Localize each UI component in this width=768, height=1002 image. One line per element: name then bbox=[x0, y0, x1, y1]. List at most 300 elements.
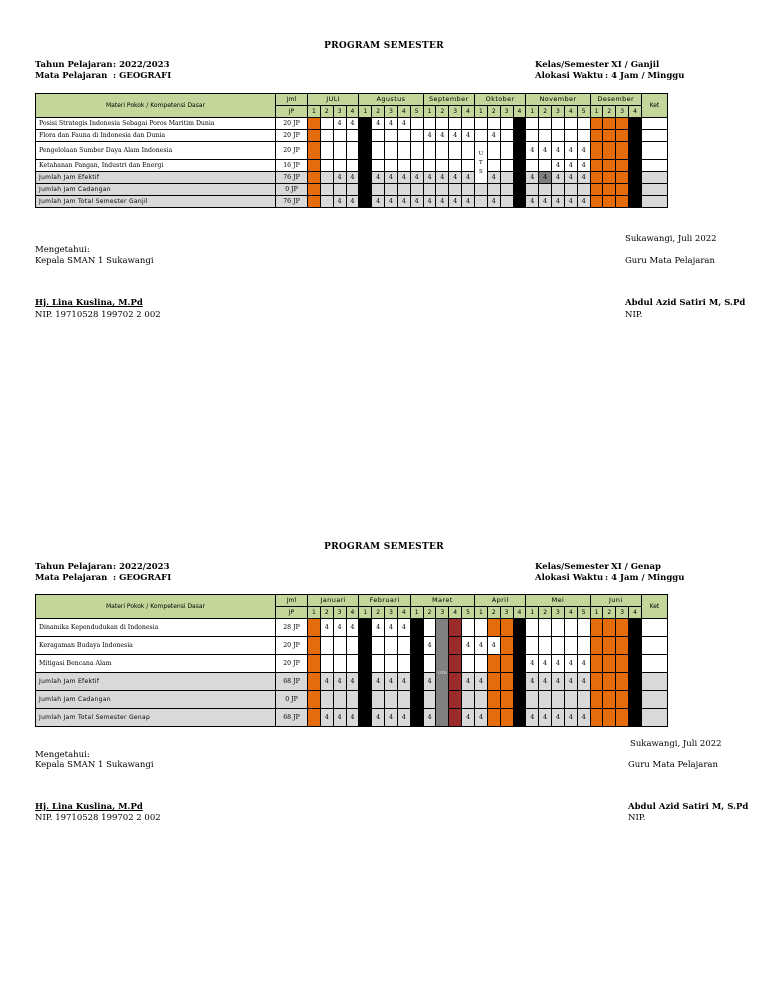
header-materi: Materi Pokok / Kompetensi Dasar bbox=[36, 595, 276, 619]
week-cell bbox=[603, 118, 616, 130]
week-cell: 4 bbox=[320, 709, 333, 727]
week-cell bbox=[629, 709, 642, 727]
week-cell: 4 bbox=[539, 655, 552, 673]
week-cell bbox=[539, 130, 552, 142]
week-cell bbox=[603, 130, 616, 142]
week-cell bbox=[372, 184, 385, 196]
week-cell: 4 bbox=[526, 655, 539, 673]
week-cell: 4 bbox=[564, 709, 577, 727]
week-cell bbox=[603, 184, 616, 196]
week-cell: 4 bbox=[577, 655, 590, 673]
week-cell bbox=[500, 709, 513, 727]
header-week: 1 bbox=[590, 106, 603, 118]
week-cell bbox=[372, 655, 385, 673]
header-week: 1 bbox=[308, 106, 321, 118]
week-cell bbox=[629, 619, 642, 637]
week-cell bbox=[616, 709, 629, 727]
week-cell bbox=[410, 142, 423, 160]
semester-1-title: PROGRAM SEMESTER bbox=[324, 41, 444, 51]
week-cell: 4 bbox=[333, 118, 346, 130]
week-cell bbox=[577, 637, 590, 655]
week-cell: 4 bbox=[423, 196, 436, 208]
table-row bbox=[36, 160, 668, 172]
week-cell: 4 bbox=[487, 130, 500, 142]
header-month: JULI bbox=[308, 94, 359, 106]
jp-cell: 0 JP bbox=[276, 691, 308, 709]
guru-nip: NIP. bbox=[625, 310, 643, 320]
mengetahui-label: Mengetahui: bbox=[35, 245, 90, 255]
week-cell: 4 bbox=[372, 196, 385, 208]
semester-1-info-left bbox=[35, 60, 171, 82]
header-month: Juni bbox=[590, 595, 641, 607]
week-cell bbox=[346, 130, 359, 142]
week-cell bbox=[552, 691, 565, 709]
week-cell bbox=[577, 691, 590, 709]
week-cell bbox=[320, 655, 333, 673]
week-cell bbox=[308, 637, 321, 655]
header-week: 1 bbox=[526, 607, 539, 619]
week-cell bbox=[359, 118, 372, 130]
semester-2-title: PROGRAM SEMESTER bbox=[324, 542, 444, 552]
week-cell: 4 bbox=[539, 709, 552, 727]
week-cell bbox=[603, 142, 616, 160]
week-cell bbox=[616, 691, 629, 709]
week-cell bbox=[320, 172, 333, 184]
week-cell: 4 bbox=[552, 673, 565, 691]
week-cell: 4 bbox=[487, 172, 500, 184]
week-cell: 4 bbox=[462, 709, 475, 727]
header-week: 3 bbox=[616, 106, 629, 118]
week-cell bbox=[564, 637, 577, 655]
week-cell bbox=[629, 637, 642, 655]
week-cell: 4 bbox=[462, 673, 475, 691]
week-cell bbox=[487, 160, 500, 172]
header-week: 3 bbox=[333, 106, 346, 118]
week-cell bbox=[462, 655, 475, 673]
header-week: 3 bbox=[449, 106, 462, 118]
week-cell bbox=[397, 142, 410, 160]
week-cell bbox=[500, 673, 513, 691]
header-jp: JP bbox=[276, 106, 308, 118]
ket-cell bbox=[641, 172, 667, 184]
ket-cell bbox=[641, 142, 667, 160]
week-cell bbox=[320, 142, 333, 160]
week-cell bbox=[462, 184, 475, 196]
header-week: 2 bbox=[487, 607, 500, 619]
week-cell bbox=[385, 142, 398, 160]
week-cell bbox=[385, 655, 398, 673]
header-week: 5 bbox=[577, 607, 590, 619]
header-month: Januari bbox=[308, 595, 359, 607]
materi-cell: Jumlah Jam Total Semester Ganjil bbox=[36, 196, 276, 208]
header-month: April bbox=[474, 595, 525, 607]
week-cell bbox=[629, 655, 642, 673]
week-cell: 4 bbox=[410, 172, 423, 184]
week-cell bbox=[539, 118, 552, 130]
week-cell bbox=[436, 118, 449, 130]
week-cell bbox=[590, 184, 603, 196]
guru-nip: NIP. bbox=[628, 813, 646, 823]
tahun-label: Tahun Pelajaran bbox=[35, 562, 113, 572]
week-cell bbox=[616, 637, 629, 655]
week-cell bbox=[616, 172, 629, 184]
tahun-label: Tahun Pelajaran bbox=[35, 60, 113, 70]
jp-cell: 0 JP bbox=[276, 184, 308, 196]
week-cell: 4 bbox=[397, 196, 410, 208]
week-cell bbox=[308, 172, 321, 184]
week-cell bbox=[423, 118, 436, 130]
week-cell bbox=[590, 709, 603, 727]
header-jp: JP bbox=[276, 607, 308, 619]
alokasi-value: : 4 Jam / Minggu bbox=[605, 573, 685, 583]
jp-cell: 68 JP bbox=[276, 709, 308, 727]
week-cell bbox=[359, 130, 372, 142]
week-cell bbox=[603, 160, 616, 172]
materi-cell: Posisi Strategis Indonesia Sebagai Poros Maritim Dunia bbox=[36, 118, 276, 130]
guru-name bbox=[628, 802, 748, 813]
week-cell bbox=[385, 637, 398, 655]
header-week: 1 bbox=[308, 607, 321, 619]
week-cell bbox=[552, 619, 565, 637]
header-week: 2 bbox=[320, 106, 333, 118]
header-week: 2 bbox=[487, 106, 500, 118]
table-row bbox=[36, 118, 668, 130]
week-cell: 4 bbox=[539, 196, 552, 208]
week-cell bbox=[333, 130, 346, 142]
header-week: 4 bbox=[629, 607, 642, 619]
week-cell: 4 bbox=[577, 160, 590, 172]
week-cell bbox=[474, 184, 487, 196]
table-row bbox=[36, 673, 668, 691]
ket-cell bbox=[641, 673, 667, 691]
week-cell bbox=[359, 160, 372, 172]
week-cell: 4 bbox=[372, 709, 385, 727]
kelas-value: : XI / Ganjil bbox=[605, 60, 660, 70]
jp-cell: 20 JP bbox=[276, 118, 308, 130]
week-cell bbox=[539, 160, 552, 172]
week-cell bbox=[308, 673, 321, 691]
week-cell bbox=[308, 655, 321, 673]
week-cell bbox=[397, 655, 410, 673]
uts-label: U T S bbox=[478, 151, 484, 175]
header-week: 1 bbox=[590, 607, 603, 619]
week-cell: 4 bbox=[436, 130, 449, 142]
week-cell: 4 bbox=[462, 130, 475, 142]
header-week: 1 bbox=[359, 607, 372, 619]
week-cell bbox=[603, 655, 616, 673]
week-cell bbox=[500, 142, 513, 160]
week-cell: 4 bbox=[385, 709, 398, 727]
week-cell bbox=[449, 691, 462, 709]
header-month: November bbox=[526, 94, 590, 106]
week-cell bbox=[500, 118, 513, 130]
jp-cell: 28 JP bbox=[276, 619, 308, 637]
week-cell: 4 bbox=[564, 142, 577, 160]
week-cell: 4 bbox=[449, 172, 462, 184]
week-cell bbox=[500, 637, 513, 655]
week-cell: 4 bbox=[436, 172, 449, 184]
header-week: 2 bbox=[539, 106, 552, 118]
week-cell bbox=[462, 619, 475, 637]
header-jml: Jml bbox=[276, 595, 308, 607]
week-cell: 4 bbox=[552, 709, 565, 727]
week-cell bbox=[603, 172, 616, 184]
kelas-label: Kelas/Semester bbox=[535, 60, 609, 70]
week-cell bbox=[616, 130, 629, 142]
week-cell bbox=[526, 637, 539, 655]
jp-cell: 20 JP bbox=[276, 655, 308, 673]
week-cell bbox=[333, 637, 346, 655]
week-cell bbox=[526, 160, 539, 172]
week-cell bbox=[590, 160, 603, 172]
week-cell bbox=[500, 691, 513, 709]
week-cell bbox=[629, 118, 642, 130]
ket-cell bbox=[641, 196, 667, 208]
week-cell bbox=[616, 673, 629, 691]
week-cell: 4 bbox=[449, 130, 462, 142]
tahun-value: : 2022/2023 bbox=[113, 562, 170, 572]
week-cell bbox=[308, 118, 321, 130]
table-row bbox=[36, 130, 668, 142]
header-ket: Ket bbox=[641, 595, 667, 619]
week-cell bbox=[359, 673, 372, 691]
week-cell: 4 bbox=[474, 709, 487, 727]
header-week: 3 bbox=[436, 607, 449, 619]
week-cell: 4 bbox=[423, 130, 436, 142]
jp-cell: 20 JP bbox=[276, 142, 308, 160]
week-cell: 4 bbox=[526, 709, 539, 727]
week-cell bbox=[436, 160, 449, 172]
week-cell: 4 bbox=[333, 673, 346, 691]
week-cell bbox=[500, 172, 513, 184]
week-cell bbox=[616, 160, 629, 172]
materi-cell: Flora dan Fauna di Indonesia dan Dunia bbox=[36, 130, 276, 142]
week-cell: 4 bbox=[423, 709, 436, 727]
table-row bbox=[36, 184, 668, 196]
week-cell bbox=[603, 619, 616, 637]
week-cell bbox=[359, 691, 372, 709]
week-cell: 4 bbox=[346, 196, 359, 208]
week-cell bbox=[500, 655, 513, 673]
header-week: 4 bbox=[449, 607, 462, 619]
week-cell bbox=[500, 196, 513, 208]
week-cell: 4 bbox=[564, 673, 577, 691]
week-cell bbox=[423, 184, 436, 196]
week-cell bbox=[449, 184, 462, 196]
ket-cell bbox=[641, 691, 667, 709]
week-cell bbox=[629, 196, 642, 208]
week-cell bbox=[385, 130, 398, 142]
week-cell bbox=[629, 160, 642, 172]
week-cell bbox=[616, 619, 629, 637]
week-cell bbox=[629, 172, 642, 184]
week-cell bbox=[513, 118, 526, 130]
week-cell: 4 bbox=[397, 172, 410, 184]
week-cell bbox=[590, 619, 603, 637]
kepala-nip: NIP. 19710528 199702 2 002 bbox=[35, 813, 161, 823]
table-row bbox=[36, 691, 668, 709]
jp-cell: 68 JP bbox=[276, 673, 308, 691]
kepala-name bbox=[35, 802, 143, 813]
week-cell bbox=[449, 160, 462, 172]
header-week: 5 bbox=[577, 106, 590, 118]
week-cell bbox=[539, 184, 552, 196]
week-cell bbox=[346, 160, 359, 172]
week-cell: 4 bbox=[385, 619, 398, 637]
week-cell bbox=[359, 619, 372, 637]
week-cell bbox=[590, 655, 603, 673]
materi-cell: Jumlah Jam Efektif bbox=[36, 673, 276, 691]
week-cell bbox=[436, 184, 449, 196]
week-cell: 4 bbox=[552, 655, 565, 673]
week-cell: 4 bbox=[333, 619, 346, 637]
week-cell bbox=[410, 691, 423, 709]
week-cell bbox=[449, 655, 462, 673]
week-cell bbox=[526, 184, 539, 196]
week-cell bbox=[629, 673, 642, 691]
week-cell bbox=[487, 709, 500, 727]
week-cell bbox=[423, 691, 436, 709]
alokasi-value: : 4 Jam / Minggu bbox=[605, 71, 685, 81]
week-cell bbox=[333, 655, 346, 673]
week-cell bbox=[423, 142, 436, 160]
week-cell bbox=[513, 673, 526, 691]
week-cell: 4 bbox=[462, 196, 475, 208]
week-cell: 4 bbox=[385, 196, 398, 208]
kelas-value: : XI / Genap bbox=[605, 562, 661, 572]
week-cell: 4 bbox=[552, 160, 565, 172]
week-cell bbox=[410, 655, 423, 673]
header-week: 5 bbox=[410, 106, 423, 118]
week-cell bbox=[616, 196, 629, 208]
week-cell bbox=[385, 184, 398, 196]
week-cell bbox=[320, 637, 333, 655]
week-cell bbox=[308, 619, 321, 637]
week-cell bbox=[616, 142, 629, 160]
week-cell bbox=[513, 142, 526, 160]
ket-cell bbox=[641, 637, 667, 655]
week-cell: 4 bbox=[487, 196, 500, 208]
week-cell bbox=[397, 130, 410, 142]
semester-2-info-left bbox=[35, 562, 171, 584]
place-date: Sukawangi, Juli 2022 bbox=[625, 234, 717, 244]
week-cell bbox=[526, 691, 539, 709]
week-cell: 4 bbox=[564, 172, 577, 184]
week-cell: 4 bbox=[320, 673, 333, 691]
week-cell bbox=[474, 691, 487, 709]
materi-cell: Jumlah Jam Total Semester Genap bbox=[36, 709, 276, 727]
week-cell bbox=[449, 709, 462, 727]
kepala-nip: NIP. 19710528 199702 2 002 bbox=[35, 310, 161, 320]
mapel-label: Mata Pelajaran bbox=[35, 71, 108, 81]
header-week: 3 bbox=[333, 607, 346, 619]
kepala-name bbox=[35, 298, 143, 309]
week-cell bbox=[423, 655, 436, 673]
header-month: Desember bbox=[590, 94, 641, 106]
week-cell: 4 bbox=[577, 172, 590, 184]
header-week: 1 bbox=[474, 607, 487, 619]
week-cell bbox=[308, 709, 321, 727]
week-cell bbox=[487, 673, 500, 691]
header-week: 3 bbox=[500, 607, 513, 619]
week-cell: 4 bbox=[552, 142, 565, 160]
week-cell bbox=[320, 130, 333, 142]
week-cell bbox=[487, 655, 500, 673]
week-cell bbox=[590, 130, 603, 142]
header-week: 3 bbox=[385, 106, 398, 118]
week-cell bbox=[513, 637, 526, 655]
week-cell bbox=[474, 655, 487, 673]
week-cell bbox=[397, 691, 410, 709]
table-row bbox=[36, 637, 668, 655]
header-week: 2 bbox=[320, 607, 333, 619]
guru-title: Guru Mata Pelajaran bbox=[628, 760, 718, 770]
week-cell bbox=[564, 130, 577, 142]
week-cell bbox=[410, 673, 423, 691]
week-cell bbox=[320, 118, 333, 130]
materi-cell: Dinamika Kependudukan di Indonesia bbox=[36, 619, 276, 637]
week-cell: 4 bbox=[526, 196, 539, 208]
kepala-sekolah-title: Kepala SMAN 1 Sukawangi bbox=[35, 256, 154, 266]
week-cell bbox=[590, 196, 603, 208]
week-cell bbox=[359, 196, 372, 208]
week-cell bbox=[346, 691, 359, 709]
header-ket: Ket bbox=[641, 94, 667, 118]
week-cell: 4 bbox=[333, 709, 346, 727]
uts-cell bbox=[436, 619, 449, 727]
week-cell bbox=[372, 130, 385, 142]
header-month: Februari bbox=[359, 595, 410, 607]
guru-name bbox=[625, 298, 745, 309]
week-cell bbox=[629, 691, 642, 709]
week-cell bbox=[616, 655, 629, 673]
week-cell bbox=[513, 184, 526, 196]
ket-cell bbox=[641, 655, 667, 673]
week-cell: 4 bbox=[539, 673, 552, 691]
week-cell bbox=[308, 184, 321, 196]
week-cell bbox=[500, 619, 513, 637]
semester-1-info-right bbox=[535, 60, 684, 82]
tahun-value: : 2022/2023 bbox=[113, 60, 170, 70]
week-cell bbox=[333, 160, 346, 172]
week-cell bbox=[539, 637, 552, 655]
week-cell: 4 bbox=[423, 172, 436, 184]
week-cell: 4 bbox=[372, 673, 385, 691]
week-cell bbox=[513, 160, 526, 172]
header-week: 3 bbox=[552, 607, 565, 619]
header-week: 1 bbox=[526, 106, 539, 118]
week-cell: 4 bbox=[372, 172, 385, 184]
week-cell: 4 bbox=[539, 172, 552, 184]
header-week: 3 bbox=[552, 106, 565, 118]
week-cell bbox=[526, 130, 539, 142]
week-cell bbox=[513, 709, 526, 727]
table-row bbox=[36, 655, 668, 673]
header-week: 4 bbox=[397, 106, 410, 118]
week-cell bbox=[513, 130, 526, 142]
week-cell bbox=[359, 172, 372, 184]
header-week: 2 bbox=[539, 607, 552, 619]
week-cell bbox=[359, 637, 372, 655]
header-week: 2 bbox=[603, 106, 616, 118]
header-week: 4 bbox=[564, 106, 577, 118]
week-cell bbox=[603, 691, 616, 709]
guru-title: Guru Mata Pelajaran bbox=[625, 256, 715, 266]
ket-cell bbox=[641, 160, 667, 172]
week-cell bbox=[590, 172, 603, 184]
week-cell bbox=[320, 184, 333, 196]
uts-label: UTS bbox=[437, 670, 447, 675]
